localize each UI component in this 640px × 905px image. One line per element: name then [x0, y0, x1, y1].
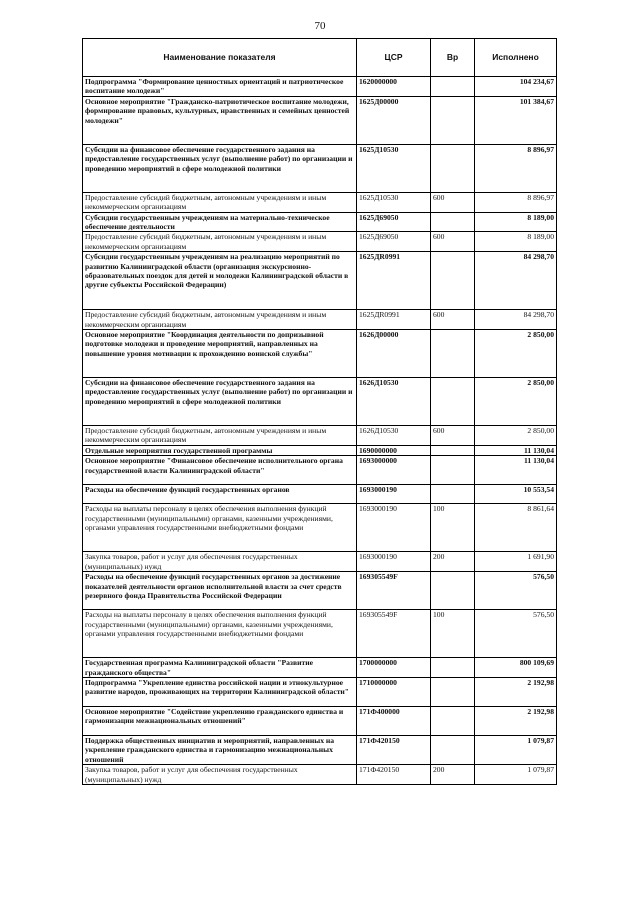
header-row [83, 39, 557, 77]
cell-vr [431, 706, 475, 735]
header-vr: Вр [431, 39, 475, 77]
table-row [83, 572, 557, 610]
table-row [83, 310, 557, 330]
cell-name: Предоставление субсидий бюджетным, автономным учреждениям и иным некоммерческим организациям [83, 232, 357, 252]
cell-name: Основное мероприятие "Гражданско-патриотическое воспитание молодежи, формирование правовых, культурных, нравственных и семейных ценностей молодежи" [83, 96, 357, 144]
cell-csr: 1620000000 [357, 77, 431, 97]
cell-value: 101 384,67 [475, 96, 557, 144]
cell-value: 84 298,70 [475, 252, 557, 310]
cell-name: Субсидии государственным учреждениям на реализацию мероприятий по развитию Калининградской области (организация экскурсионно-образовательных поездок для детей и молодежи Калининградской области в другие субъекты Российской Федерации) [83, 252, 357, 310]
table-row [83, 144, 557, 192]
cell-vr [431, 252, 475, 310]
cell-value: 576,50 [475, 572, 557, 610]
cell-value: 2 192,98 [475, 677, 557, 706]
cell-csr: 169305549F [357, 610, 431, 658]
cell-csr: 1700000000 [357, 658, 431, 678]
cell-value: 8 189,00 [475, 212, 557, 232]
cell-vr [431, 658, 475, 678]
cell-name: Поддержка общественных инициатив и мероприятий, направленных на укрепление гражданского единства и гармонизацию межнациональных отношений [83, 735, 357, 764]
cell-name: Основное мероприятие "Финансовое обеспечение исполнительного органа государственной власти Калининградской области" [83, 456, 357, 485]
cell-csr: 171Ф400000 [357, 706, 431, 735]
cell-vr [431, 212, 475, 232]
cell-csr: 1625Д69050 [357, 212, 431, 232]
cell-value: 800 109,69 [475, 658, 557, 678]
cell-value: 2 850,00 [475, 378, 557, 426]
cell-csr: 1693000000 [357, 456, 431, 485]
cell-vr [431, 144, 475, 192]
cell-csr: 1693000190 [357, 485, 431, 504]
cell-name: Расходы на обеспечение функций государственных органов [83, 485, 357, 504]
cell-csr: 1626Д10530 [357, 426, 431, 446]
cell-csr: 171Ф420150 [357, 735, 431, 764]
cell-name: Расходы на выплаты персоналу в целях обеспечения выполнения функций государственными (муниципальными) органами, казенными учреждениями, органами управления государственными внебюджетными фондами [83, 610, 357, 658]
cell-csr: 1626Д10530 [357, 378, 431, 426]
budget-table [82, 38, 557, 785]
cell-value: 2 850,00 [475, 330, 557, 378]
cell-csr: 1693000190 [357, 552, 431, 572]
table-row [83, 96, 557, 144]
cell-value: 1 691,90 [475, 552, 557, 572]
table-row [83, 485, 557, 504]
cell-name: Основное мероприятие "Координация деятельности по допризывной подготовке молодежи и проведение мероприятий, направленных на повышение уровня мотивации к прохождению воинской службы" [83, 330, 357, 378]
cell-name: Расходы на обеспечение функций государственных органов за достижение показателей деятельности органов исполнительной власти за счет средств резервного фонда Правительства Российской Федерации [83, 572, 357, 610]
table-row [83, 232, 557, 252]
cell-value: 84 298,70 [475, 310, 557, 330]
cell-vr: 600 [431, 192, 475, 212]
table-row [83, 677, 557, 706]
table-row [83, 735, 557, 764]
cell-vr [431, 735, 475, 764]
cell-vr [431, 677, 475, 706]
table-row [83, 212, 557, 232]
cell-csr: 169305549F [357, 572, 431, 610]
cell-csr: 1625ДR0991 [357, 252, 431, 310]
table-row [83, 378, 557, 426]
header-value: Исполнено [475, 39, 557, 77]
cell-csr: 1690000000 [357, 445, 431, 455]
cell-value: 10 553,54 [475, 485, 557, 504]
cell-vr: 600 [431, 310, 475, 330]
cell-value: 8 189,00 [475, 232, 557, 252]
table-row [83, 426, 557, 446]
cell-name: Закупка товаров, работ и услуг для обеспечения государственных (муниципальных) нужд [83, 552, 357, 572]
cell-name: Субсидии на финансовое обеспечение государственного задания на предоставление государственных услуг (выполнение работ) по организации и проведению мероприятий в сфере молодежной политики [83, 378, 357, 426]
table-row [83, 192, 557, 212]
cell-vr [431, 378, 475, 426]
cell-name: Предоставление субсидий бюджетным, автономным учреждениям и иным некоммерческим организациям [83, 192, 357, 212]
cell-csr: 1693000190 [357, 504, 431, 552]
cell-value: 2 192,98 [475, 706, 557, 735]
table-row [83, 552, 557, 572]
cell-value: 8 861,64 [475, 504, 557, 552]
cell-name: Предоставление субсидий бюджетным, автономным учреждениям и иным некоммерческим организациям [83, 310, 357, 330]
table-row [83, 252, 557, 310]
cell-name: Закупка товаров, работ и услуг для обеспечения государственных (муниципальных) нужд [83, 765, 357, 785]
cell-vr: 600 [431, 426, 475, 446]
cell-vr: 200 [431, 552, 475, 572]
cell-vr [431, 572, 475, 610]
cell-value: 104 234,67 [475, 77, 557, 97]
cell-vr [431, 485, 475, 504]
cell-csr: 1625ДR0991 [357, 310, 431, 330]
cell-csr: 1710000000 [357, 677, 431, 706]
cell-name: Отдельные мероприятия государственной программы [83, 445, 357, 455]
cell-csr: 1626Д00000 [357, 330, 431, 378]
table-row [83, 504, 557, 552]
table-row [83, 706, 557, 735]
cell-value: 8 896,97 [475, 144, 557, 192]
cell-name: Расходы на выплаты персоналу в целях обеспечения выполнения функций государственными (муниципальными) органами, казенными учреждениями, органами управления государственными внебюджетными фондами [83, 504, 357, 552]
cell-csr: 1625Д10530 [357, 144, 431, 192]
cell-value: 576,50 [475, 610, 557, 658]
cell-vr [431, 330, 475, 378]
cell-vr: 200 [431, 765, 475, 785]
cell-value: 11 130,04 [475, 456, 557, 485]
cell-name: Подпрограмма "Формирование ценностных ориентаций и патриотическое воспитание молодежи" [83, 77, 357, 97]
table-row [83, 77, 557, 97]
cell-value: 1 079,87 [475, 765, 557, 785]
cell-vr: 100 [431, 504, 475, 552]
table-row [83, 456, 557, 485]
table-row [83, 330, 557, 378]
cell-value: 11 130,04 [475, 445, 557, 455]
cell-value: 2 850,00 [475, 426, 557, 446]
cell-csr: 1625Д00000 [357, 96, 431, 144]
cell-csr: 1625Д69050 [357, 232, 431, 252]
table-row [83, 445, 557, 455]
header-name: Наименование показателя [83, 39, 357, 77]
cell-name: Основное мероприятие "Содействие укреплению гражданского единства и гармонизации межнациональных отношений" [83, 706, 357, 735]
table-row [83, 610, 557, 658]
cell-name: Предоставление субсидий бюджетным, автономным учреждениям и иным некоммерческим организациям [83, 426, 357, 446]
cell-vr [431, 96, 475, 144]
header-csr: ЦСР [357, 39, 431, 77]
cell-vr: 100 [431, 610, 475, 658]
cell-csr: 171Ф420150 [357, 765, 431, 785]
cell-value: 8 896,97 [475, 192, 557, 212]
table-row [83, 765, 557, 785]
cell-name: Субсидии на финансовое обеспечение государственного задания на предоставление государственных услуг (выполнение работ) по организации и проведению мероприятий в сфере молодежной политики [83, 144, 357, 192]
cell-value: 1 079,87 [475, 735, 557, 764]
cell-name: Государственная программа Калининградской области "Развитие гражданского общества" [83, 658, 357, 678]
cell-vr: 600 [431, 232, 475, 252]
cell-name: Субсидии государственным учреждениям на материально-техническое обеспечение деятельности [83, 212, 357, 232]
cell-vr [431, 456, 475, 485]
table-row [83, 658, 557, 678]
table-body [83, 77, 557, 785]
cell-vr [431, 445, 475, 455]
page-number: 70 [314, 20, 326, 32]
cell-vr [431, 77, 475, 97]
cell-csr: 1625Д10530 [357, 192, 431, 212]
cell-name: Подпрограмма "Укрепление единства российской нации и этнокультурное развитие народов, проживающих на территории Калининградской области" [83, 677, 357, 706]
